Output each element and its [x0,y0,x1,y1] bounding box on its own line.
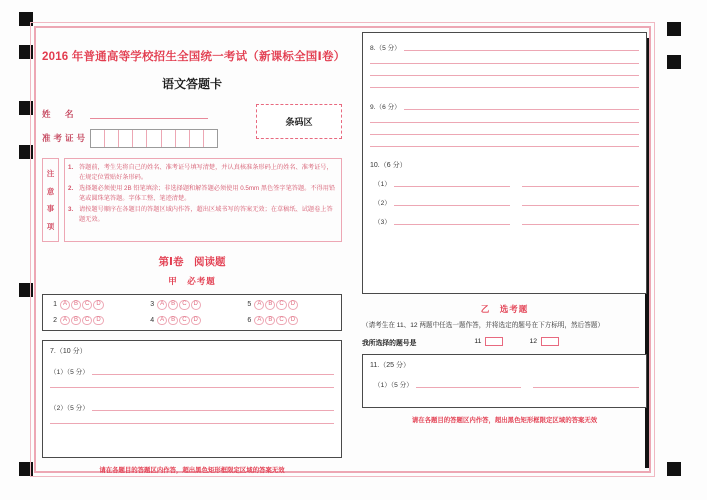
elective-choice-11-number: 11 [474,338,482,346]
question-10-part-1[interactable] [370,178,639,188]
mc-option-group[interactable] [157,316,201,326]
exam-id-cell[interactable] [147,130,161,147]
mc-option-group[interactable] [254,300,298,310]
answer-rule[interactable] [522,186,639,187]
exam-id-cell[interactable] [133,130,147,147]
elective-choice-label: 我所选择的题号是 [362,339,417,347]
registration-mark-right-2 [667,55,681,69]
answer-box-question-7[interactable] [42,340,342,458]
mc-option-c[interactable]: C [276,300,286,310]
exam-id-cell[interactable] [105,130,119,147]
mc-question-1[interactable] [47,300,143,310]
elective-choice-12[interactable] [529,337,559,346]
right-footer-note: 请在各题目的答题区内作答，超出黑色矩形框限定区域的答案无效 [411,416,598,424]
mc-question-number: 2 [53,316,57,324]
answer-rule[interactable] [416,387,522,388]
mc-option-b[interactable]: B [265,300,275,310]
answer-rule[interactable] [370,63,639,64]
mc-option-d[interactable]: D [93,300,103,310]
mc-question-number: 5 [247,301,252,309]
notice-body [64,158,342,242]
mc-option-d[interactable]: D [93,316,103,326]
mc-option-a[interactable]: A [157,300,167,310]
mc-question-number: 1 [53,301,57,309]
page-subtitle: 语文答题卡 [161,77,222,91]
answer-rule[interactable] [370,87,639,88]
mc-option-a[interactable]: A [254,316,264,326]
left-column [42,32,346,474]
mc-option-c[interactable]: C [82,300,92,310]
elective-instruction: （请考生在 11、12 两题中任选一题作答，并将选定的题号在下方标明，然后答题） [362,322,605,329]
answer-rule[interactable] [394,186,511,187]
question-9-head-row[interactable] [370,101,639,111]
section-subtitle-required: 甲 必考题 [168,276,216,286]
elective-choice-row[interactable] [362,337,647,347]
mc-question-5[interactable] [241,300,337,310]
question-7-part-2[interactable] [50,402,334,412]
answer-rule[interactable] [370,146,639,147]
elective-choice-12-number: 12 [529,338,537,346]
mc-option-a[interactable]: A [254,300,264,310]
answer-rule[interactable] [522,224,639,225]
exam-id-cell[interactable] [190,130,204,147]
notice-vertical-label [42,158,59,242]
answer-rule-pair[interactable] [416,387,639,389]
mc-option-group[interactable] [60,316,104,326]
mc-question-number: 3 [150,301,155,309]
mc-option-group[interactable] [60,300,104,310]
mc-question-number: 6 [247,316,252,324]
mc-option-c[interactable]: C [82,316,92,326]
mc-option-a[interactable]: A [60,300,70,310]
mc-option-d[interactable]: D [191,316,201,326]
notice-item-number: 1. [68,164,74,171]
answer-rule[interactable] [50,387,334,388]
notice-item-text: 请按题号顺序在各题目的答题区域内作答，超出区域书写的答案无效；在草稿纸、试题卷上答题无效。 [79,206,333,224]
mc-question-6[interactable] [241,316,337,326]
exam-id-cell[interactable] [91,130,105,147]
answer-rule[interactable] [370,122,639,123]
answer-rule[interactable] [50,423,334,424]
notice-item-number: 3. [68,206,74,214]
elective-choice-11-box[interactable] [485,337,503,346]
section-title-paper-1: 第Ⅰ卷 阅读题 [158,256,226,268]
mc-option-d[interactable]: D [288,300,298,310]
mc-question-3[interactable] [144,300,240,310]
mc-option-group[interactable] [254,316,298,326]
exam-id-cell[interactable] [176,130,190,147]
exam-id-cell[interactable] [162,130,176,147]
answer-rule[interactable] [92,374,334,375]
question-7-part-1[interactable] [50,366,334,376]
multiple-choice-row [47,316,337,326]
answer-rule[interactable] [522,205,639,206]
mc-option-d[interactable]: D [288,316,298,326]
answer-rule[interactable] [370,134,639,135]
notice-label-char: 注 [46,169,55,179]
answer-box-questions-8-10[interactable] [362,32,647,294]
notice-section [42,158,342,242]
question-10-part-3[interactable] [370,216,639,226]
mc-option-b[interactable]: B [168,300,178,310]
question-7-head: 7.（10 分） [50,348,87,355]
right-column [362,32,647,467]
answer-rule[interactable] [394,224,511,225]
question-8-head: 8.（5 分） [370,45,401,52]
mc-option-b[interactable]: B [265,316,275,326]
mc-option-group[interactable] [157,300,201,310]
exam-id-boxes[interactable] [90,129,218,148]
mc-option-b[interactable]: B [71,300,81,310]
answer-rule[interactable] [394,205,511,206]
mc-option-c[interactable]: C [276,316,286,326]
exam-id-label: 准考证号 [42,133,89,143]
mc-option-c[interactable]: C [179,300,189,310]
multiple-choice-box [42,294,342,331]
answer-rule[interactable] [404,50,639,51]
elective-choice-12-box[interactable] [541,337,559,346]
mc-option-b[interactable]: B [71,316,81,326]
question-9-head: 9.（6 分） [370,104,401,111]
mc-option-a[interactable]: A [157,316,167,326]
registration-mark-bottom-right [667,462,681,476]
question-10-part-2[interactable] [370,197,639,207]
question-8-head-row[interactable] [370,42,639,52]
notice-item [68,184,336,203]
notice-label-char: 意 [46,186,55,196]
multiple-choice-row [47,300,337,310]
question-7-part-2-label: （2）（5 分） [50,405,89,412]
question-10-head: 10.（6 分） [370,162,407,169]
mc-question-2[interactable] [47,316,143,326]
question-10-part-3-label: （3） [374,219,391,226]
mc-question-4[interactable] [144,316,240,326]
question-10-part-2-label: （2） [374,200,391,207]
exam-id-cell[interactable] [119,130,133,147]
notice-item-number: 2. [68,185,74,193]
mc-question-number: 4 [150,316,155,324]
mc-option-c[interactable]: C [179,316,189,326]
question-11-part-1-label: （1）（5 分） [374,381,413,389]
notice-item [68,205,336,224]
mc-option-b[interactable]: B [168,316,178,326]
elective-choice-11[interactable] [474,337,503,346]
mc-option-d[interactable]: D [191,300,201,310]
answer-rule[interactable] [92,410,334,411]
page-title: 2016 年普通高等学校招生全国统一考试（新课标全国Ⅰ卷） [42,51,346,63]
mc-option-a[interactable]: A [60,316,70,326]
registration-mark-right-1 [667,22,681,36]
question-7-part-1-label: （1）（5 分） [50,369,89,376]
question-10-part-1-label: （1） [374,181,391,188]
notice-item [68,163,336,182]
answer-rule-pair[interactable] [394,186,639,188]
question-11-part-1[interactable] [370,379,639,389]
answer-box-question-11[interactable] [362,354,647,408]
name-input-line[interactable] [90,118,208,119]
answer-rule[interactable] [533,387,639,388]
notice-item-text: 选择题必须使用 2B 铅笔填涂；非选择题和解答题必须使用 0.5mm 黑色签字笔答题。不得用铅笔或圆珠笔答题。字体工整、笔迹清楚。 [79,185,336,202]
identity-block [42,104,342,148]
answer-rule[interactable] [404,109,639,110]
barcode-zone: 条码区 [256,104,342,139]
answer-rule-pair[interactable] [394,224,639,226]
notice-label-char: 事 [46,204,55,214]
answer-rule[interactable] [370,75,639,76]
notice-label-char: 项 [46,221,55,231]
answer-rule-pair[interactable] [394,205,639,207]
left-footer-note: 请在各题目的答题区内作答，超出黑色矩形框限定区域的答案无效 [99,467,285,474]
section-subtitle-elective: 乙 选考题 [480,304,529,314]
question-11-head: 11.（25 分） [370,361,410,369]
name-label: 姓 名 [42,109,77,119]
exam-id-cell[interactable] [204,130,217,147]
notice-item-text: 答题前，考生先将自己的姓名、准考证号填写清楚，并认真核准条形码上的姓名、准考证号，在规定位置贴好条形码。 [79,164,333,181]
